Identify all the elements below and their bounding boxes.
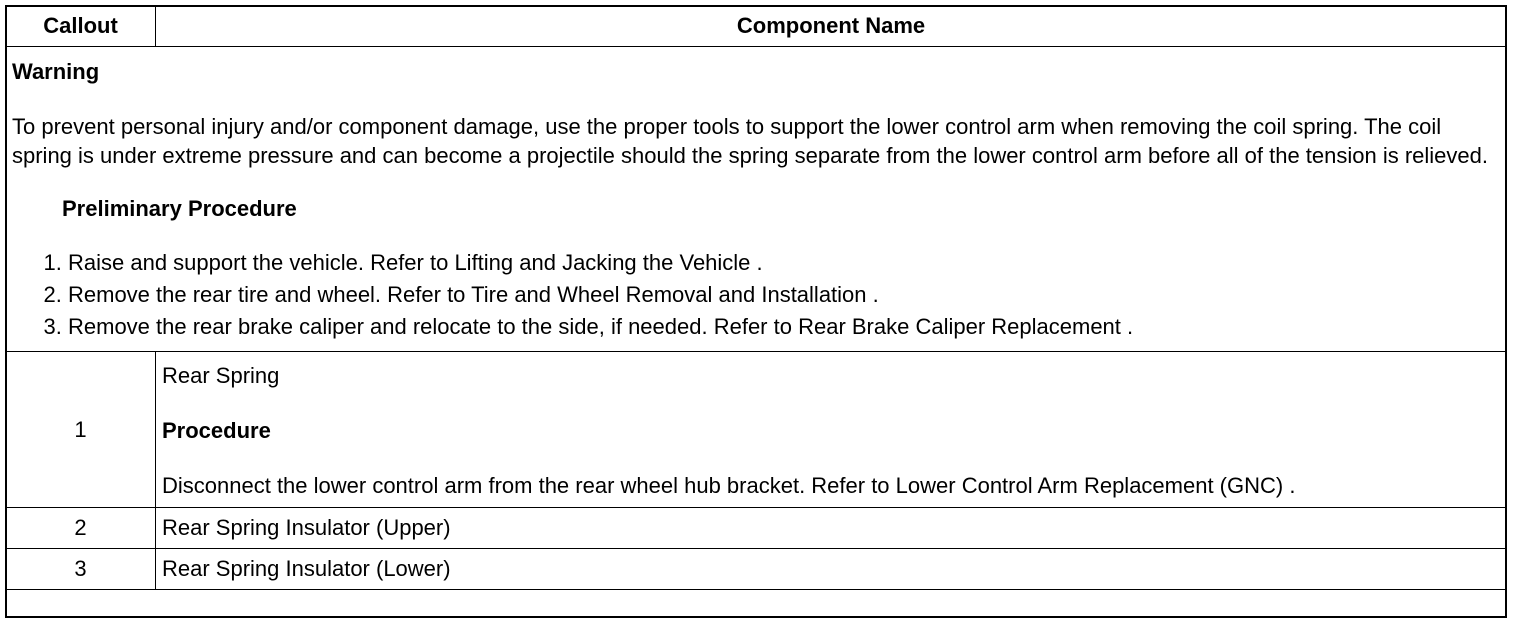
header-component-name: Component Name (156, 6, 1507, 47)
preliminary-procedure-title: Preliminary Procedure (62, 196, 297, 221)
warning-title: Warning (12, 59, 100, 84)
callout-cell: 1 (6, 352, 156, 508)
preliminary-step: 2. Remove the rear tire and wheel. Refer to Tire and Wheel Removal and Installation . (68, 279, 1500, 311)
preliminary-steps-list (12, 247, 1500, 343)
preliminary-step: 1. Raise and support the vehicle. Refer to Lifting and Jacking the Vehicle . (68, 247, 1500, 279)
procedure-body: Disconnect the lower control arm from the rear wheel hub bracket. Refer to Lower Control Arm Replacement (GNC) . (162, 473, 1296, 498)
component-name-cell (156, 352, 1507, 508)
component-name: Rear Spring (162, 363, 280, 388)
component-name-cell: Rear Spring Insulator (Upper) (156, 508, 1507, 549)
table-row (6, 352, 1507, 508)
component-table (5, 5, 1507, 590)
table-row (6, 549, 1507, 590)
warning-row (6, 47, 1507, 352)
callout-cell: 3 (6, 549, 156, 590)
warning-cell (6, 47, 1507, 352)
table-row (6, 508, 1507, 549)
warning-body: To prevent personal injury and/or component damage, use the proper tools to support the lower control arm when removing the coil spring. The coil spring is under extreme pressure and can become a projectile should the spring separate from the lower control arm before all of the tension is relieved. (12, 114, 1488, 168)
table-header-row (6, 6, 1507, 47)
preliminary-step: 3. Remove the rear brake caliper and relocate to the side, if needed. Refer to Rear Brake Caliper Replacement . (68, 311, 1500, 343)
component-name-cell: Rear Spring Insulator (Lower) (156, 549, 1507, 590)
callout-cell: 2 (6, 508, 156, 549)
header-callout: Callout (6, 6, 156, 47)
procedure-title: Procedure (162, 418, 271, 443)
